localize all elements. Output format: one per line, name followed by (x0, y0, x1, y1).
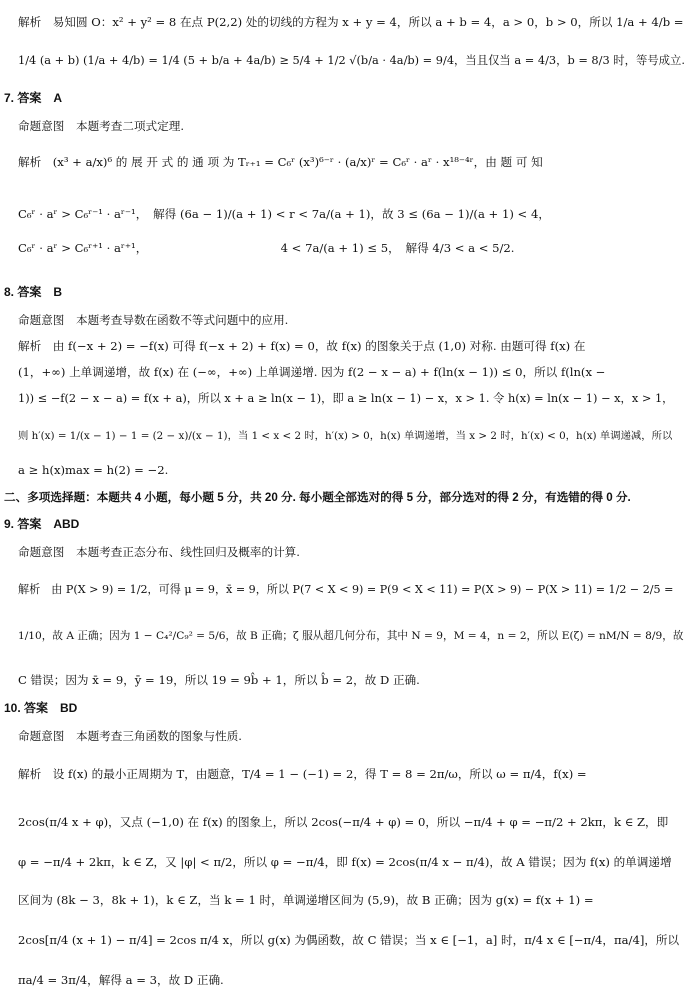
text-line: 1/10，故 A 正确；因为 1 − C₄²/C₉² = 5/6，故 B 正确；ζ 服从超几何分布，其中 N = 9，M = 4，n = 2，所以 E(ζ) = nM/N = 8/9，故 (18, 630, 684, 642)
text-line: 命题意图 本题考查二项式定理. (18, 119, 184, 133)
text-line: C 错误；因为 x̄ = 9，ȳ = 19，所以 19 = 9b̂ + 1，所以 b̂ = 2，故 D 正确. (18, 673, 420, 687)
text-line: 命题意图 本题考查三角函数的图象与性质. (18, 729, 242, 743)
text-line: 1)) ≤ −f(2 − x − a) = f(x + a)，所以 x + a ≥ ln(x − 1)，即 a ≥ ln(x − 1) − x，x > 1. 令 h(x) = ln(x − 1) − x，x > 1， (18, 391, 674, 405)
text-line: C₆ʳ · aʳ > C₆ʳ⁺¹ · aʳ⁺¹， 4 < 7a/(a + 1) ≤ 5， 解得 4/3 < a < 5/2. (18, 241, 515, 255)
text-line: 命题意图 本题考查正态分布、线性回归及概率的计算. (18, 545, 300, 559)
text-line: 8. 答案 B (4, 285, 63, 299)
text-line: 10. 答案 BD (4, 701, 78, 715)
text-line: 解析 (x³ + a/x)⁶ 的 展 开 式 的 通 项 为 Tᵣ₊₁ = C₆ʳ (x³)⁶⁻ʳ · (a/x)ʳ = C₆ʳ · aʳ · x¹⁸⁻⁴ʳ，由 题 可 知 (18, 155, 543, 169)
text-line: 2cos(π/4 x + φ)，又点 (−1,0) 在 f(x) 的图象上，所以 2cos(−π/4 + φ) = 0，所以 −π/4 + φ = −π/2 + 2kπ，k ∈ Z，即 (18, 815, 669, 829)
text-line: a ≥ h(x)max = h(2) = −2. (18, 463, 169, 477)
text-line: 二、多项选择题：本题共 4 小题，每小题 5 分，共 20 分. 每小题全部选对的得 5 分，部分选对的得 2 分，有选错的得 0 分. (4, 491, 631, 504)
text-line: 则 h′(x) = 1/(x − 1) − 1 = (2 − x)/(x − 1)，当 1 < x < 2 时，h′(x) > 0，h(x) 单调递增，当 x > 2 时，h′(x) < 0，h(x) 单调递减，所以 (18, 430, 673, 442)
text-line: 解析 由 f(−x + 2) = −f(x) 可得 f(−x + 2) + f(x) = 0，故 f(x) 的图象关于点 (1,0) 对称. 由题可得 f(x) 在 (18, 339, 586, 353)
text-line: 9. 答案 ABD (4, 517, 80, 531)
text-line: (1，+∞) 上单调递增，故 f(x) 在 (−∞，+∞) 上单调递增. 因为 f(2 − x − a) + f(ln(x − 1)) ≤ 0，所以 f(ln(x − (18, 365, 606, 379)
text-line: 区间为 (8k − 3，8k + 1)，k ∈ Z，当 k = 1 时，单调递增区间为 (5,9)，故 B 正确；因为 g(x) = f(x + 1) = (18, 893, 594, 907)
text-line: 命题意图 本题考查导数在函数不等式问题中的应用. (18, 313, 289, 327)
text-line: 解析 易知圆 O：x² + y² = 8 在点 P(2,2) 处的切线的方程为 x + y = 4，所以 a + b = 4，a > 0，b > 0，所以 1/a + 4/b = (18, 15, 684, 29)
text-line: φ = −π/4 + 2kπ，k ∈ Z，又 |φ| < π/2，所以 φ = −π/4，即 f(x) = 2cos(π/4 x − π/4)，故 A 错误；因为 f(x) 的单调递增 (18, 855, 672, 869)
text-line: 2cos[π/4 (x + 1) − π/4] = 2cos π/4 x，所以 g(x) 为偶函数，故 C 错误；当 x ∈ [−1，a] 时，π/4 x ∈ [−π/4，πa/4]，所以 (18, 933, 680, 947)
text-line: πa/4 = 3π/4，解得 a = 3，故 D 正确. (18, 973, 224, 987)
text-line: C₆ʳ · aʳ > C₆ʳ⁻¹ · aʳ⁻¹， 解得 (6a − 1)/(a + 1) < r < 7a/(a + 1)，故 3 ≤ (6a − 1)/(a + 1) < 4， (18, 207, 550, 221)
text-line: 解析 设 f(x) 的最小正周期为 T，由题意，T/4 = 1 − (−1) = 2，得 T = 8 = 2π/ω，所以 ω = π/4，f(x) = (18, 767, 587, 781)
text-line: 7. 答案 A (4, 91, 63, 105)
text-line: 1/4 (a + b) (1/a + 4/b) = 1/4 (5 + b/a + 4a/b) ≥ 5/4 + 1/2 √(b/a · 4a/b) = 9/4，当且仅当 a = 4/3，b = 8/3 时，等号成立. (18, 53, 685, 67)
text-line: 解析 由 P(X > 9) = 1/2，可得 μ = 9，x̄ = 9，所以 P(7 < X < 9) = P(9 < X < 11) = P(X > 9) − P(X > 11) = 1/2 − 2/5 = (18, 583, 674, 596)
